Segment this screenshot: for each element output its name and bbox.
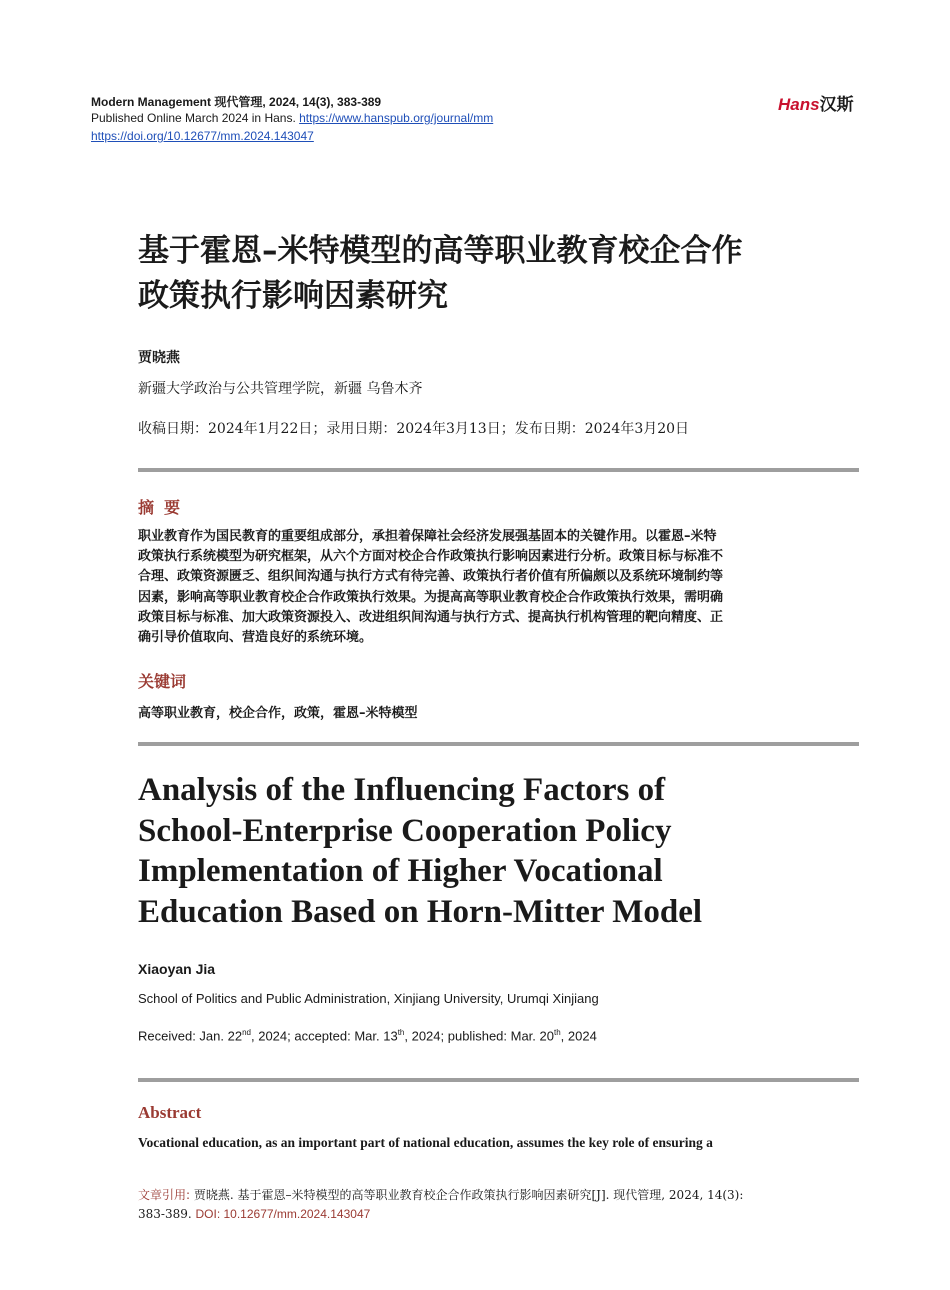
cn-abstract: [138, 527, 859, 648]
en-dates: [138, 1028, 597, 1043]
citation-text: 贾晓燕. 基于霍恩–米特模型的高等职业教育校企合作政策执行影响因素研究[J]. 现代管理, 2024, 14(3):: [193, 1188, 744, 1202]
cn-abstract-line: 职业教育作为国民教育的重要组成部分，承担着保障社会经济发展强基固本的关键作用。以霍恩–米特: [138, 529, 717, 544]
divider: [138, 468, 859, 472]
en-abstract-text: Vocational education, as an important part of national education, assumes the key role of ensuring a: [138, 1135, 713, 1150]
published-sup: th: [553, 1028, 561, 1037]
cn-author: 贾晓燕: [138, 350, 180, 366]
published-line: [91, 111, 493, 125]
received-date: Received: Jan. 22: [138, 1028, 243, 1044]
divider: [138, 742, 859, 746]
published-text: Published Online March 2024 in Hans.: [91, 111, 300, 125]
logo-latin: Hans: [778, 95, 820, 114]
cn-abstract-line: 确引导价值取向、营造良好的系统环境。: [138, 630, 373, 646]
en-title: [138, 770, 868, 932]
accepted-sup: th: [397, 1028, 405, 1037]
en-title-line: Analysis of the Influencing Factors of: [138, 772, 666, 808]
en-title-line: School-Enterprise Cooperation Policy: [138, 812, 672, 849]
cn-title-line: 基于霍恩–米特模型的高等职业教育校企合作: [138, 233, 743, 269]
logo-cn: 汉斯: [819, 95, 854, 114]
divider: [138, 1078, 859, 1082]
journal-link[interactable]: https://www.hanspub.org/journal/mm: [299, 111, 494, 125]
en-author: Xiaoyan Jia: [138, 961, 216, 977]
doi-link[interactable]: https://doi.org/10.12677/mm.2024.143047: [91, 129, 314, 143]
dates-end: , 2024: [560, 1028, 597, 1044]
doi-line: [91, 129, 314, 143]
cn-keywords: 高等职业教育，校企合作，政策，霍恩–米特模型: [138, 706, 418, 721]
cn-affiliation: 新疆大学政治与公共管理学院，新疆 乌鲁木齐: [138, 381, 423, 397]
cn-abstract-line: 因素，影响高等职业教育校企合作政策执行效果。为提高高等职业教育校企合作政策执行效果，需明确: [138, 589, 724, 605]
cn-abstract-heading: 摘要: [138, 498, 191, 517]
received-sup: nd: [242, 1028, 251, 1037]
en-title-line: Education Based on Horn-Mitter Model: [138, 893, 703, 930]
published-date: , 2024; published: Mar. 20: [404, 1028, 554, 1044]
accepted-date: , 2024; accepted: Mar. 13: [250, 1028, 398, 1044]
cn-title-line: 政策执行影响因素研究: [138, 278, 448, 314]
citation-label: 文章引用:: [138, 1188, 194, 1202]
citation-pages: 383-389.: [138, 1207, 196, 1221]
citation: [138, 1186, 862, 1224]
hans-logo: [778, 90, 854, 115]
en-abstract-heading: Abstract: [138, 1103, 202, 1122]
cn-dates: 收稿日期：2024年1月22日；录用日期：2024年3月13日；发布日期：2024年3月20日: [138, 421, 690, 437]
cn-title: [138, 229, 878, 319]
cn-abstract-line: 政策执行系统模型为研究框架，从六个方面对校企合作政策执行影响因素进行分析。政策目标与标准不: [138, 549, 724, 565]
en-title-line: Implementation of Higher Vocational: [138, 853, 663, 889]
cn-keywords-heading: 关键词: [138, 672, 187, 691]
citation-doi[interactable]: DOI: 10.12677/mm.2024.143047: [195, 1207, 371, 1221]
journal-info: Modern Management 现代管理, 2024, 14(3), 383-389: [91, 95, 382, 109]
cn-abstract-line: 合理、政策资源匮乏、组织间沟通与执行方式有待完善、政策执行者价值有所偏颇以及系统环境制约等: [138, 569, 724, 585]
en-affiliation: School of Politics and Public Administration, Xinjiang University, Urumqi Xinjiang: [138, 991, 599, 1006]
cn-abstract-line: 政策目标与标准、加大政策资源投入、改进组织间沟通与执行方式、提高执行机构管理的靶向精度、正: [138, 609, 724, 625]
